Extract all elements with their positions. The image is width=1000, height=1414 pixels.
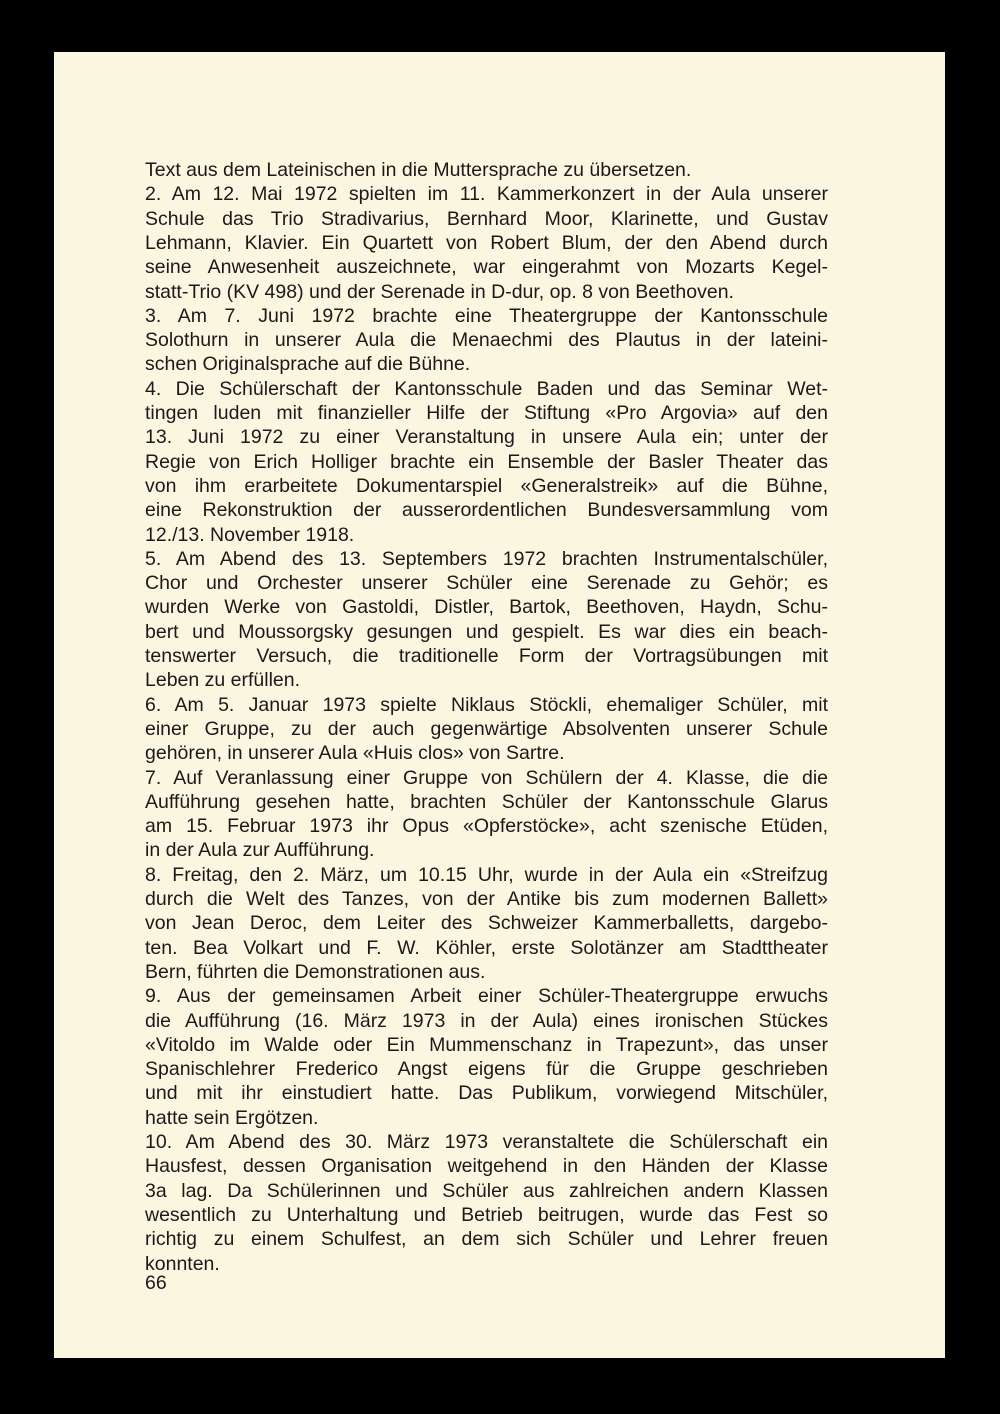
text-line: 4. Die Schülerschaft der Kantonsschule Baden und das Seminar Wet- <box>145 377 828 400</box>
text-line: Text aus dem Lateinischen in die Muttersprache zu übersetzen. <box>145 159 692 181</box>
text-line: Regie von Erich Holliger brachte ein Ensemble der Basler Theater das <box>145 450 828 473</box>
text-line: 8. Freitag, den 2. März, um 10.15 Uhr, wurde in der Aula ein «Streifzug <box>145 863 828 886</box>
page-number: 66 <box>145 1272 167 1294</box>
text-line: 3. Am 7. Juni 1972 brachte eine Theatergruppe der Kantonsschule <box>145 304 828 327</box>
text-line: Solothurn in unserer Aula die Menaechmi des Plautus in der lateini- <box>145 329 828 352</box>
text-line: von ihm erarbeitete Dokumentarspiel «Generalstreik» auf die Bühne, <box>145 474 828 497</box>
text-line: Lehmann, Klavier. Ein Quartett von Robert Blum, der den Abend durch <box>145 231 828 254</box>
text-line: seine Anwesenheit auszeichnete, war eingerahmt von Mozarts Kegel- <box>145 256 828 279</box>
text-line: 3a lag. Da Schülerinnen und Schüler aus zahlreichen andern Klassen <box>145 1179 828 1202</box>
text-line: 13. Juni 1972 zu einer Veranstaltung in unsere Aula ein; unter der <box>145 426 828 449</box>
text-line: die Aufführung (16. März 1973 in der Aula) eines ironischen Stückes <box>145 1009 828 1032</box>
text-line: gehören, in unserer Aula «Huis clos» von Sartre. <box>145 742 565 765</box>
text-line: Hausfest, dessen Organisation weitgehend in den Händen der Klasse <box>145 1155 828 1178</box>
text-line: statt-Trio (KV 498) und der Serenade in D-dur, op. 8 von Beethoven. <box>145 280 734 303</box>
text-line: hatte sein Ergötzen. <box>145 1106 319 1129</box>
text-line: von Jean Deroc, dem Leiter des Schweizer Kammerballetts, dargebo- <box>145 912 828 935</box>
text-line: «Vitoldo im Walde oder Ein Mummenschanz in Trapezunt», das unser <box>145 1033 828 1056</box>
text-line: eine Rekonstruktion der ausserordentlichen Bundesversammlung vom <box>145 499 828 522</box>
text-line: 5. Am Abend des 13. Septembers 1972 brachten Instrumentalschüler, <box>145 547 828 570</box>
text-line: schen Originalsprache auf die Bühne. <box>145 353 471 376</box>
text-line: wesentlich zu Unterhaltung und Betrieb beitrugen, wurde das Fest so <box>145 1203 828 1226</box>
text-line: Bern, führten die Demonstrationen aus. <box>145 960 486 983</box>
text-line: wurden Werke von Gastoldi, Distler, Bartok, Beethoven, Haydn, Schu- <box>145 596 828 619</box>
text-line: ten. Bea Volkart und F. W. Köhler, erste Solotänzer am Stadttheater <box>145 936 828 959</box>
text-line: Aufführung gesehen hatte, brachten Schüler der Kantonsschule Glarus <box>145 790 828 813</box>
text-line: richtig zu einem Schulfest, an dem sich Schüler und Lehrer freuen <box>145 1228 828 1251</box>
text-line: 6. Am 5. Januar 1973 spielte Niklaus Stöckli, ehemaliger Schüler, mit <box>145 693 828 716</box>
text-line: 12./13. November 1918. <box>145 523 355 546</box>
text-line: durch die Welt des Tanzes, von der Antike bis zum modernen Ballett» <box>145 888 828 910</box>
text-line: tenswerter Versuch, die traditionelle Form der Vortragsübungen mit <box>145 645 828 667</box>
text-line: konnten. <box>145 1252 220 1275</box>
text-line: bert und Moussorgsky gesungen und gespielt. Es war dies ein beach- <box>145 620 828 643</box>
text-line: 2. Am 12. Mai 1972 spielten im 11. Kammerkonzert in der Aula unserer <box>145 183 828 206</box>
text-line: Leben zu erfüllen. <box>145 669 301 692</box>
text-line: am 15. Februar 1973 ihr Opus «Opferstöcke», acht szenische Etüden, <box>145 815 828 838</box>
text-line: in der Aula zur Aufführung. <box>145 839 375 862</box>
text-line: 9. Aus der gemeinsamen Arbeit einer Schüler-Theatergruppe erwuchs <box>145 985 828 1008</box>
text-line: Chor und Orchester unserer Schüler eine Serenade zu Gehör; es <box>145 572 828 595</box>
text-line: Schule das Trio Stradivarius, Bernhard Moor, Klarinette, und Gustav <box>145 207 828 230</box>
text-line: Spanischlehrer Frederico Angst eigens für die Gruppe geschrieben <box>145 1058 828 1081</box>
text-line: einer Gruppe, zu der auch gegenwärtige Absolventen unserer Schule <box>145 717 828 740</box>
text-line: tingen luden mit finanzieller Hilfe der Stiftung «Pro Argovia» auf den <box>145 402 828 424</box>
text-line: 10. Am Abend des 30. März 1973 veranstaltete die Schülerschaft ein <box>145 1131 828 1153</box>
text-line: und mit ihr einstudiert hatte. Das Publikum, vorwiegend Mitschüler, <box>145 1082 828 1105</box>
text-line: 7. Auf Veranlassung einer Gruppe von Schülern der 4. Klasse, die die <box>145 766 828 789</box>
